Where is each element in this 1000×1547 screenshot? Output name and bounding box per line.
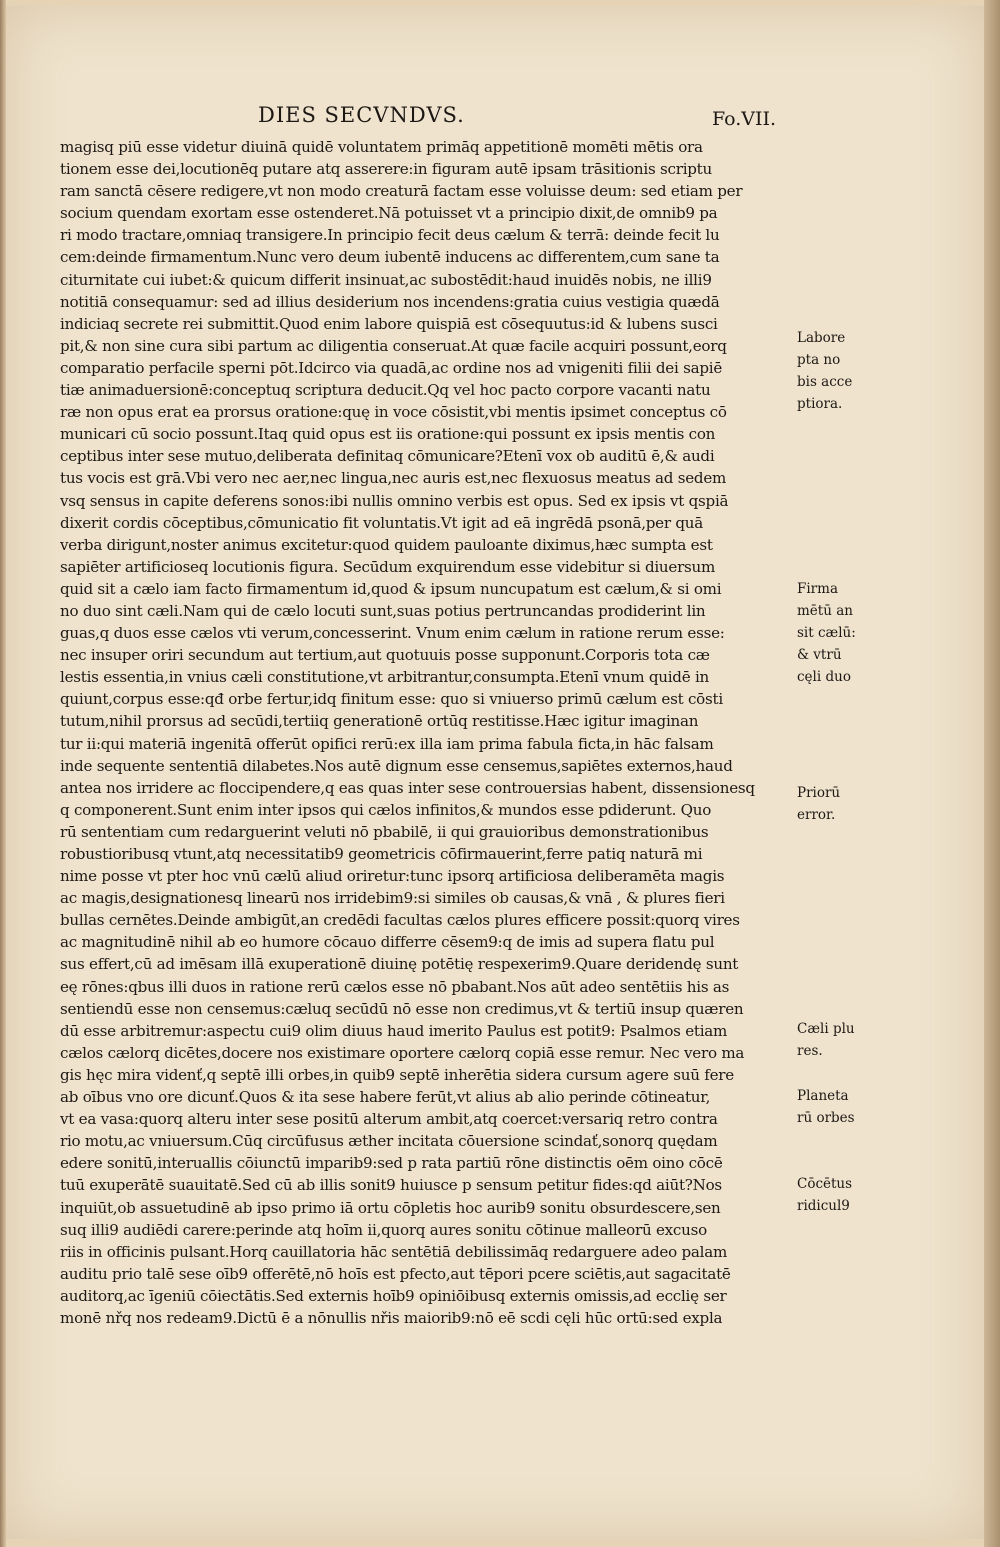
text-line: vsq sensus in capite deferens sonos:ibi nullis omnino verbis est opus. Sed ex ipsis vt qspiā (60, 491, 729, 510)
marginal-note: rū orbes (797, 1110, 855, 1126)
running-head-title: DIES SECVNDVS. (258, 103, 465, 127)
text-line: lestis essentia,in vnius cæli constitutione,vt arbitrantur,consumpta.Etenī vnum quidē in (60, 668, 710, 687)
text-line: indiciaq secrete rei submittit.Quod enim labore quispiā est cōsequutus:id & lubens susci (60, 314, 718, 333)
text-line: robustioribusq vtunt,atq necessitatib9 geometricis cōfirmauerint,ferre patiq naturā mi (60, 845, 703, 863)
text-line: citurnitate cui iubet:& quicum differit insinuat,ac subostēdit:haud inuidēs nobis, ne illi9 (60, 270, 712, 289)
marginal-note: res. (797, 1043, 823, 1059)
text-line: verba dirigunt,noster animus excitetur:quod quidem pauloante diximus,hæc sumpta est (60, 535, 713, 554)
text-line: antea nos irridere ac floccipendere,q eas quas inter sese controuersias habent, dissensionesq (60, 778, 755, 797)
text-line: municari cū socio possunt.Itaq quid opus est iis oratione:qui possunt ex ipsis mentis con (60, 425, 716, 444)
marginal-note: bis acce (797, 374, 853, 390)
text-line: quid sit a cælo iam facto firmamentum id,quod & ipsum nuncupatum est cælum,& si omi (60, 579, 722, 598)
marginal-note: Priorū (797, 785, 841, 801)
text-line: dixerit cordis cōceptibus,cōmunicatio fit voluntatis.Vt igit ad eā ingrēdā psonā,per quā (60, 513, 704, 532)
text-line: notitiā consequamur: sed ad illius desiderium nos incendens:gratia cuius vestigia quædā (60, 292, 720, 311)
text-line: tur ii:qui materiā ingenitā offerūt opifici rerū:ex illa iam prima fabula ficta,in hāc falsam (60, 734, 714, 753)
text-line: cem:deinde firmamentum.Nunc vero deum iubentē inducens ac differentem,cum sane ta (60, 248, 720, 267)
text-line: ab oībus vno ore dicunť.Quos & ita sese habere ferūt,vt alius ab alio perinde cōtineatur, (60, 1088, 711, 1107)
text-line: inquiūt,ob assuetudinē ab ipso primo iā ortu cōpletis hoc aurib9 sonitu obsurdescere,sen (60, 1198, 721, 1217)
marginal-note: Cæli plu (797, 1021, 855, 1037)
text-line: tionem esse dei,locutionēq putare atq asserere:in figuram autē ipsam trāsitionis scriptu (60, 160, 712, 179)
text-line: eę rōnes:qbus illi duos in ratione rerū cælos esse nō pbabant.Nos aūt adeo sentētiis his as (60, 977, 730, 996)
text-line: vt ea vasa:quorq alteru inter sese positū alterum ambit,atq coercet:versariq retro contra (60, 1110, 718, 1129)
marginal-note: pta no (797, 352, 841, 368)
text-line: rū sententiam cum redarguerint veluti nō pbabilē, ii qui grauioribus demonstrationibus (60, 822, 709, 841)
marginal-note: Labore (797, 330, 846, 346)
text-line: ri modo tractare,omniaq transigere.In principio fecit deus cælum & terrā: deinde fecit lu (60, 226, 720, 245)
marginal-note: mētū an (797, 603, 853, 619)
text-line: tiæ animaduersionē:conceptuq scriptura deducit.Qq vel hoc pacto corpore vacanti natu (60, 381, 711, 400)
text-line: ram sanctā cēsere redigere,vt non modo creaturā factam esse voluisse deum: sed etiam per (60, 182, 743, 201)
text-line: nec insuper oriri secundum aut tertium,aut quotuuis posse supponunt.Corporis tota cæ (60, 646, 710, 665)
text-line: monē nřq nos redeam9.Dictū ē a nōnullis nřis maiorib9:nō eē scdi cęli hūc ortū:sed expla (60, 1308, 723, 1327)
text-line: rio motu,ac vniuersum.Cūq circūfusus æther incitata cōuersione scindať,sonorq quędam (60, 1132, 718, 1151)
text-line: comparatio perfacile sperni pōt.Idcirco via quadā,ac ordine nos ad vnigeniti filii dei sapiē (60, 358, 722, 377)
text-line: ac magis,designationesq linearū nos irridebim9:si similes ob causas,& vnā , & plures fieri (60, 889, 725, 908)
marginal-note: error. (797, 807, 836, 823)
text-line: quiunt,corpus esse:qđ orbe fertur,idq finitum esse: quo si vniuerso primū cælum est cōsti (60, 690, 723, 709)
text-line: riis in officinis pulsant.Horq cauillatoria hāc sentētiā debilissimāq redarguere adeo palam (60, 1242, 728, 1261)
text-line: socium quendam exortam esse ostenderet.Nā potuisset vt a principio dixit,de omnib9 pa (60, 204, 718, 223)
marginal-note: Planeta (797, 1088, 849, 1104)
marginal-note: ridicul9 (797, 1198, 850, 1214)
marginal-note: & vtrū (797, 647, 842, 663)
text-line: auditu prio talē sese oīb9 offerētē,nō hoīs est pfecto,aut tēpori pcere sciētis,aut sagacitatē (60, 1264, 731, 1283)
marginal-note: Firma (797, 581, 838, 597)
text-line: tuū exuperātē suauitatē.Sed cū ab illis sonit9 huiusce p sensum petitur fides:qd aiūt?Nos (60, 1176, 722, 1195)
text-line: tutum,nihil prorsus ad secūdi,tertiiq generationē ortūq restitisse.Hæc igitur imaginan (60, 712, 699, 731)
text-line: sapiēter artificioseq locutionis figura. Secūdum exquirendum esse videbitur si diuersum (60, 557, 716, 576)
folio-number: Fo.VII. (712, 108, 777, 130)
text-line: no duo sint cæli.Nam qui de cælo locuti sunt,suas potius pertruncandas prodiderint lin (60, 601, 706, 620)
marginal-note: sit cælū: (797, 625, 856, 641)
text-line: gis hęc mira videnť,q septē illi orbes,in quib9 septē inherētia sidera cursum agere suū fere (60, 1065, 734, 1084)
text-line: sus effert,cū ad imēsam illā exuperationē diuinę potētię respexerim9.Quare deridendę sunt (60, 955, 739, 974)
text-line: sentiendū esse non censemus:cæluq secūdū nō esse non credimus,vt & tertiū insup quæren (60, 999, 744, 1018)
page-edge-right (984, 0, 1000, 1547)
text-line: magisq piū esse videtur diuinā quidē voluntatem primāq appetitionē momēti mētis ora (60, 138, 703, 156)
text-line: guas,q duos esse cælos vti verum,concesserint. Vnum enim cælum in ratione rerum esse: (60, 624, 725, 643)
text-line: ceptibus inter sese mutuo,deliberata definitaq cōmunicare?Etenī vox ob auditū ē,& audi (60, 447, 715, 466)
marginal-note: Cōcētus (797, 1176, 853, 1192)
main-text-column (60, 136, 800, 1329)
text-line: cælos cælorq dicētes,docere nos existimare oportere cælorq copiā esse remur. Nec vero ma (60, 1043, 745, 1062)
text-line: auditorq,ac īgeniū cōiectātis.Sed externis hoīb9 opiniōibusq externis omissis,ad ecclię ser (60, 1286, 727, 1305)
text-line: ræ non opus erat ea prorsus oratione:quę in voce cōsistit,vbi mentis ipsimet conceptus cō (60, 403, 727, 422)
text-line: dū esse arbitremur:aspectu cui9 olim diuus haud imerito Paulus est potit9: Psalmos etiam (60, 1021, 728, 1040)
text-line: pit,& non sine cura sibi partum ac diligentia conseruat.At quæ facile acquiri possunt,eorq (60, 336, 727, 355)
text-line: tus vocis est grā.Vbi vero nec aer,nec lingua,nec auris est,nec flexuosus meatus ad sedem (60, 469, 727, 488)
text-line: bullas cernētes.Deinde ambigūt,an credēdi facultas cælos plures efficere possit:quorq vires (60, 911, 740, 930)
text-line: nime posse vt pter hoc vnū cælū aliud oriretur:tunc ipsorq artificiosa deliberamēta magis (60, 867, 725, 886)
marginal-note: ptiora. (797, 396, 843, 412)
text-line: q componerent.Sunt enim inter ipsos qui cælos infinitos,& mundos esse pdiderunt. Quo (60, 800, 712, 819)
text-line: inde sequente sententiā dilabetes.Nos autē dignum esse censemus,sapiētes externos,haud (60, 756, 733, 775)
text-line: edere sonitū,interuallis cōiunctū imparib9:sed p rata partiū rōne distinctis oēm oino cōcē (60, 1154, 723, 1173)
text-line: ac magnitudinē nihil ab eo humore cōcauo differre cēsem9:q de imis ad supera flatu pul (60, 933, 715, 952)
marginal-note: cęli duo (797, 669, 851, 685)
text-line: suq illi9 audiēdi carere:perinde atq hoīm ii,quorq aures sonitu cōtinue malleorū excuso (60, 1220, 707, 1239)
